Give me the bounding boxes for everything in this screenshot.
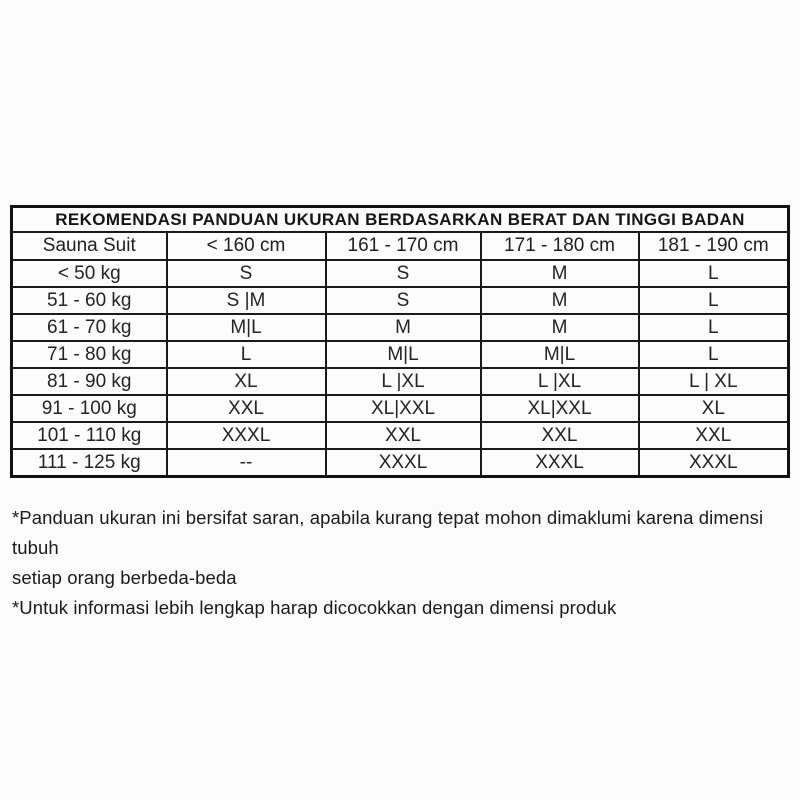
size-cell: L <box>639 314 789 341</box>
table-row <box>12 395 789 422</box>
size-guide-table <box>10 205 790 478</box>
weight-range-cell: 71 - 80 kg <box>12 341 167 368</box>
size-cell: XXXL <box>326 449 481 477</box>
size-cell: L |XL <box>481 368 639 395</box>
size-cell: M|L <box>326 341 481 368</box>
weight-range-cell: < 50 kg <box>12 260 167 287</box>
table-title-row <box>12 207 789 233</box>
size-cell: L |XL <box>326 368 481 395</box>
size-cell: XL <box>167 368 326 395</box>
size-cell: M <box>481 260 639 287</box>
size-cell: XXL <box>167 395 326 422</box>
size-cell: L <box>639 260 789 287</box>
size-cell: M <box>481 287 639 314</box>
size-cell: XL|XXL <box>326 395 481 422</box>
table-row <box>12 368 789 395</box>
size-cell: XXXL <box>481 449 639 477</box>
weight-range-cell: 51 - 60 kg <box>12 287 167 314</box>
size-cell: XL <box>639 395 789 422</box>
table-row <box>12 341 789 368</box>
disclaimer-notes <box>12 503 792 623</box>
size-cell: M <box>481 314 639 341</box>
disclaimer-note-2: *Untuk informasi lebih lengkap harap dicocokkan dengan dimensi produk <box>12 597 617 618</box>
column-header-171-180cm: 171 - 180 cm <box>481 232 639 260</box>
weight-range-cell: 111 - 125 kg <box>12 449 167 477</box>
size-cell: M|L <box>481 341 639 368</box>
size-cell: XXL <box>326 422 481 449</box>
table-row <box>12 260 789 287</box>
table-row <box>12 314 789 341</box>
size-cell: S <box>167 260 326 287</box>
size-cell: XXXL <box>639 449 789 477</box>
size-cell: XXXL <box>167 422 326 449</box>
size-cell: L <box>167 341 326 368</box>
column-header-181-190cm: 181 - 190 cm <box>639 232 789 260</box>
table-row <box>12 287 789 314</box>
table-header-row <box>12 232 789 260</box>
column-header-under-160cm: < 160 cm <box>167 232 326 260</box>
weight-range-cell: 101 - 110 kg <box>12 422 167 449</box>
weight-range-cell: 91 - 100 kg <box>12 395 167 422</box>
size-cell: S <box>326 260 481 287</box>
table-row <box>12 422 789 449</box>
size-cell: -- <box>167 449 326 477</box>
weight-range-cell: 61 - 70 kg <box>12 314 167 341</box>
column-header-sauna-suit: Sauna Suit <box>12 232 167 260</box>
size-cell: L <box>639 287 789 314</box>
size-cell: XXL <box>481 422 639 449</box>
disclaimer-note-1-line-1: *Panduan ukuran ini bersifat saran, apabila kurang tepat mohon dimaklumi karena dimensi tubuh <box>12 507 764 558</box>
table-row <box>12 449 789 477</box>
disclaimer-note-1-line-2: setiap orang berbeda-beda <box>12 567 237 588</box>
size-cell: S |M <box>167 287 326 314</box>
column-header-161-170cm: 161 - 170 cm <box>326 232 481 260</box>
size-cell: M|L <box>167 314 326 341</box>
size-cell: XXL <box>639 422 789 449</box>
table-title: REKOMENDASI PANDUAN UKURAN BERDASARKAN BERAT DAN TINGGI BADAN <box>12 207 789 233</box>
size-cell: M <box>326 314 481 341</box>
size-cell: L <box>639 341 789 368</box>
size-cell: S <box>326 287 481 314</box>
weight-range-cell: 81 - 90 kg <box>12 368 167 395</box>
size-cell: XL|XXL <box>481 395 639 422</box>
size-cell: L | XL <box>639 368 789 395</box>
